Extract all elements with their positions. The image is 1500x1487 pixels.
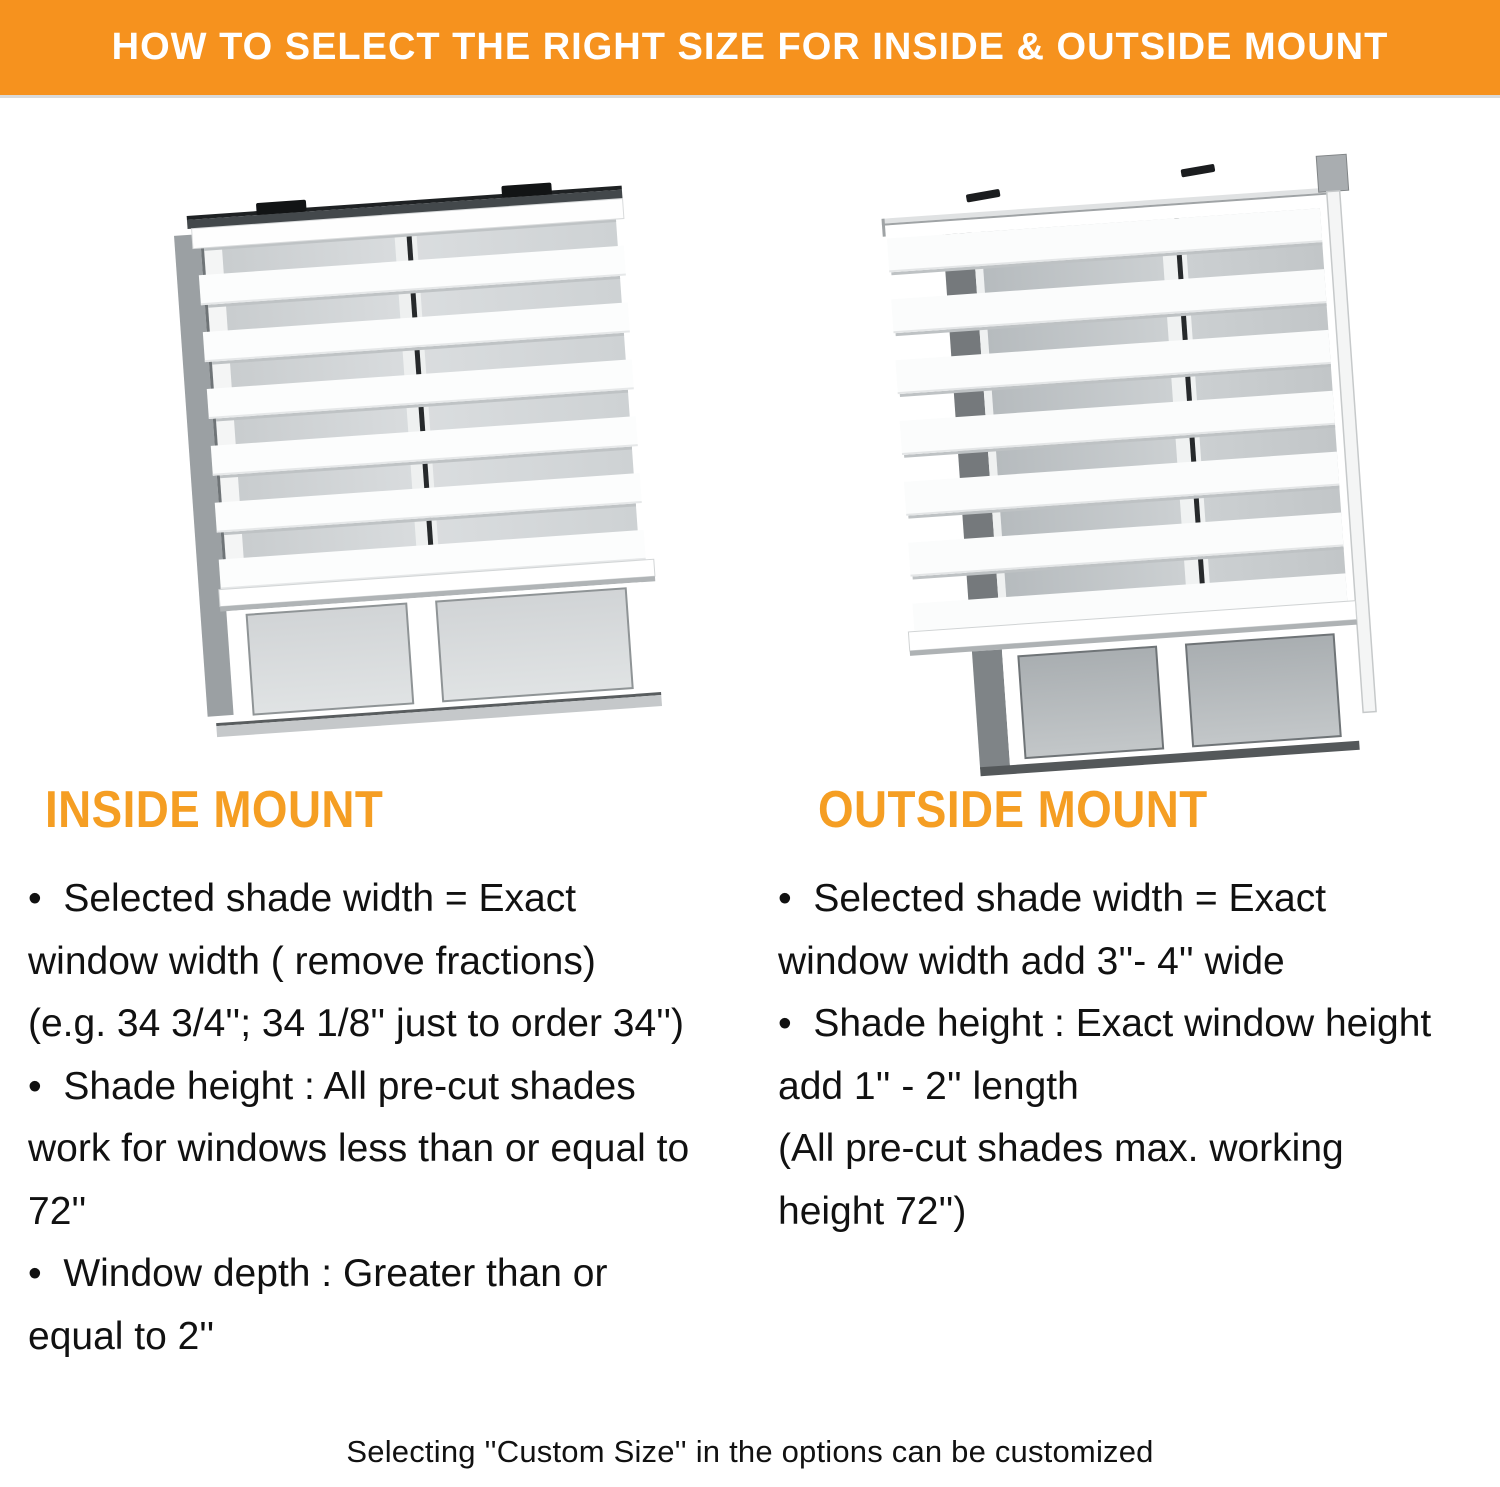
wall-bracket-mark-left xyxy=(966,189,1001,203)
banner-title: HOW TO SELECT THE RIGHT SIZE FOR INSIDE & OUTSIDE MOUNT xyxy=(111,26,1389,68)
spec-line: 72'' xyxy=(28,1189,87,1233)
outside-window-group xyxy=(877,154,1387,780)
outside-mount-illustration xyxy=(883,142,1377,766)
window-pane-left xyxy=(247,604,414,715)
spec-line: • Selected shade width = Exact xyxy=(28,877,577,920)
window-pane-right xyxy=(1186,634,1341,746)
end-cap xyxy=(1316,154,1348,192)
inside-mount-window-drawing xyxy=(168,148,650,754)
spec-line: height 72'') xyxy=(778,1189,967,1233)
footer-note: Selecting ''Custom Size'' in the options can be customized xyxy=(346,1434,1154,1469)
spec-line: window width add 3''- 4'' wide xyxy=(778,939,1285,983)
inside-mount-specs xyxy=(28,868,689,1368)
spec-line: • Window depth : Greater than or xyxy=(28,1252,608,1295)
window-pane-left xyxy=(1018,647,1163,758)
wall-bracket-mark-right xyxy=(1180,164,1215,178)
inside-mount-heading: INSIDE MOUNT xyxy=(45,781,384,839)
outside-mount-heading: OUTSIDE MOUNT xyxy=(818,781,1208,839)
outside-mount-specs xyxy=(778,868,1431,1243)
inside-mount-illustration xyxy=(168,148,650,754)
spec-line: • Shade height : All pre-cut shades xyxy=(28,1064,636,1108)
window-pane-right xyxy=(436,588,633,701)
spec-line: • Shade height : Exact window height xyxy=(778,1002,1432,1045)
spec-line: • Selected shade width = Exact xyxy=(778,877,1327,920)
outside-mount-window-drawing xyxy=(883,142,1377,766)
top-banner xyxy=(0,0,1500,98)
spec-line: equal to 2'' xyxy=(28,1314,215,1358)
spec-line: work for windows less than or equal to xyxy=(28,1127,690,1170)
inside-window-group xyxy=(172,177,664,738)
spec-line: (All pre-cut shades max. working xyxy=(778,1127,1344,1170)
spec-line: add 1'' - 2'' length xyxy=(778,1064,1079,1108)
spec-line: (e.g. 34 3/4''; 34 1/8'' just to order 34'') xyxy=(28,1002,685,1045)
spec-line: window width ( remove fractions) xyxy=(28,939,596,983)
